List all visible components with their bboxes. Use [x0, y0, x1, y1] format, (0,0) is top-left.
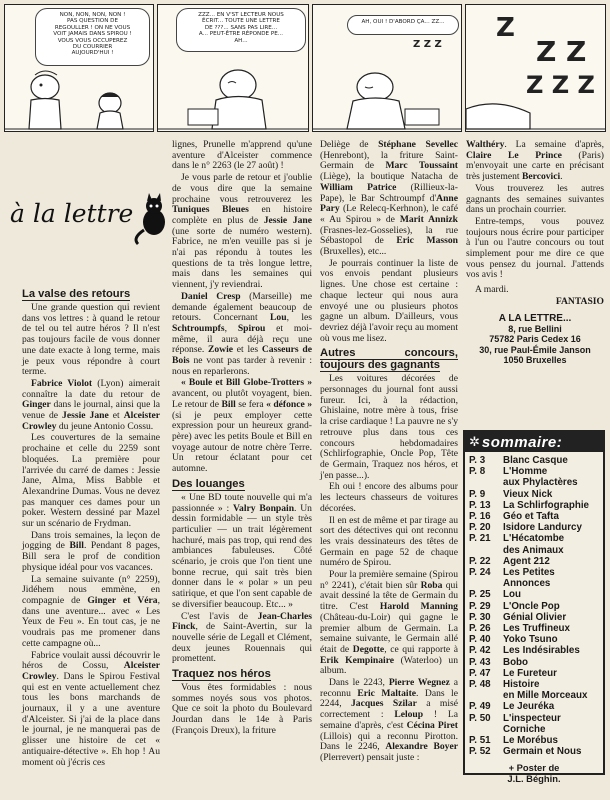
hero-name: Tuniques Bleues [172, 204, 249, 216]
snore-z: Z Z Z [413, 39, 442, 50]
text-run: et [108, 410, 124, 422]
comic-strip [4, 4, 606, 134]
toc-item [469, 746, 599, 757]
hero-name: Bill [69, 540, 84, 552]
hero-name: Jessie Jane [62, 410, 109, 422]
bubble-line: REGOULLER ! ON NE VOUS [54, 24, 131, 31]
toc-item [469, 690, 599, 701]
bubble-line: ÉCRIT... TOUTE UNE LETTRE [202, 18, 280, 25]
table-of-contents [463, 430, 605, 785]
toc-item-title: Bobo [503, 656, 529, 668]
text-run: Dans le 2243, [329, 677, 389, 689]
toc-item-title: Géo et Tafta [503, 511, 559, 523]
toc-page-number: P. 8 [469, 466, 486, 478]
toc-page-number: P. 3 [469, 455, 486, 466]
heading-text: Traquez nos héros [172, 668, 271, 681]
comic-drawing-3 [313, 5, 462, 132]
comic-drawing-2 [158, 5, 309, 132]
paragraph: Vous êtes formidables : nous sommes noyés sous vos photos. Que ce soit la photo du Boulevard Jourdan dans le 14e à Paris (François Dreux), la friture [172, 682, 312, 736]
text-run: , ce qui rapporte à [384, 643, 458, 655]
toc-page-number: P. 40 [469, 634, 491, 646]
text-run: . Dans le 2244, [320, 687, 458, 710]
hero-name: Spirou [237, 322, 266, 334]
cat-icon [136, 193, 165, 244]
paragraph [466, 140, 604, 183]
paragraph [320, 140, 458, 258]
toc-item [469, 578, 599, 589]
rubrique-header [6, 188, 176, 248]
bubble-line: AH... [234, 37, 248, 44]
artist-name: Walthéry [466, 139, 505, 150]
paragraph [320, 678, 458, 764]
toc-item [469, 601, 599, 612]
toc-item-title: Blanc Casque [503, 455, 568, 466]
text-run: . [560, 171, 563, 183]
toc-page-number: P. 51 [469, 735, 491, 747]
text-run: du jeune Antonio Cossu. [56, 420, 154, 432]
toc-page-number: P. 16 [469, 511, 491, 523]
text-run: « Une BD toute nouvelle qui m'a passionnée » : [172, 491, 312, 514]
toc-item [469, 612, 599, 623]
toc-item [469, 533, 599, 544]
toc-item [469, 500, 599, 511]
section-heading [172, 668, 312, 680]
toc-item-title: Germain et Nous [503, 746, 582, 758]
paragraph: Entre-temps, vous pouvez toujours nous écrire pour participer à l'un ou l'autre concours ou tout simplement pour me dire ce que vous pensez du journal. J'attends vos avis ! [466, 215, 604, 281]
text-run: (Paris) m'envoyait une carte en précisant très justement [466, 149, 604, 183]
comic-panel-3 [312, 4, 462, 132]
toc-item-title: en Mille Morceaux [503, 690, 588, 702]
bubble-line: VOUS VOUS OCCUPEREZ [57, 37, 128, 44]
article-column-3 [320, 140, 458, 765]
toc-page-number: P. 42 [469, 645, 491, 657]
toc-footer [465, 763, 603, 784]
reader-name: Jacques Szilar [350, 698, 417, 710]
reader-name: William Patrice [320, 181, 397, 193]
text-run: . Un dessin formidable — un style très particulier — un trait légèrement hachuré, mais pas trop, qui rend des ambiances fabuleuses. Côté scénario, je crois que l'on tient une bonne recrue, qui sait très bien donner dans le « polar » un peu satirique, et que l'on sent capable de se diversifier beaucoup. Etc... » [172, 502, 312, 610]
paragraph [22, 531, 160, 574]
reader-name: Alexandre Boyer [385, 741, 458, 753]
artist-name: Eric Maltaite [357, 687, 417, 699]
toc-item [469, 522, 599, 533]
toc-item-title: Histoire [503, 679, 540, 691]
toc-footer-line: J.L. Béghin. [507, 773, 561, 785]
toc-page-number: P. 20 [469, 522, 491, 534]
toc-page-number: P. 22 [469, 555, 491, 567]
paragraph [172, 493, 312, 611]
reader-name: Cécina Piret [406, 719, 458, 731]
rubrique-title: à la lettre [10, 199, 134, 228]
toc-item [469, 466, 599, 477]
text-run: , dans une aventure... avec « Les Yeux de Feu ». En tout cas, je ne voudrais pas me promener dans cette campagne où... [22, 594, 160, 649]
paragraph [172, 378, 312, 474]
toc-page-number: P. 52 [469, 746, 491, 758]
address-line: 8, rue Bellini [508, 323, 562, 334]
toc-page-number: P. 29 [469, 600, 491, 612]
hero-name: Alceister Crowley [22, 660, 160, 682]
paragraph: Il en est de même et par tirage au sort des détectives qui ont reconnu les vrais dessinateurs des têtes de Germain en page 52 de chaque numéro de Spirou. [320, 514, 458, 569]
paragraph: Les voitures décorées de personnages du journal font aussi fureur. Ici, à la rédaction, Ghislaine, notre mère à tous, frise la crise cardiaque ! La pauvre ne s'y retrouve plus dans tous ces concours hebdomadaires (Schlirfographie, Oncle Pop, Tête de Germain, Traquez nos héros, et j'en passe...). [320, 373, 458, 481]
hero-name: Schtroumpfs [172, 322, 225, 334]
rubrique-logo [6, 188, 176, 248]
signature [466, 297, 604, 308]
toc-page-number [469, 545, 503, 556]
toc-list [465, 452, 603, 757]
reader-name: Fabrice Violot [31, 377, 93, 389]
text-run: (si je peux employer cette expression pour un heureux grand-père) avec les petits Boule et Bill en voyage autour de notre chère Terre. Un retour éclatant pour cet automne. [172, 409, 312, 475]
toc-item-title: Les Truffineux [503, 623, 570, 635]
text-run: , de Saint-Avertin, sur la nouvelle série de Legall et Clément, deux jeunes Rouennais qui promettent. [172, 621, 312, 665]
toc-item [469, 455, 599, 466]
hero-name: « Boule et Bill Globe-Trotters » [181, 377, 312, 389]
text-run: (Rillieux-la-Pape), le Bar Schtroumpf d' [320, 181, 458, 204]
reader-name: Harold Manning [379, 601, 458, 613]
text-run: (Lillois) qui a reconnu Pirotton. Dans le 2246, [320, 730, 458, 753]
star-icon: ✲ [469, 434, 480, 449]
text-run: (Waterloo) un album. [320, 654, 458, 677]
hero-name: Bill [221, 398, 236, 410]
reader-name: Stéphane Sevellec [378, 139, 458, 150]
address-line: 1050 Bruxelles [503, 355, 567, 366]
paragraph: Vous trouverez les autres gagnants des semaines suivantes dans un prochain courrier. [466, 182, 604, 216]
toc-item [469, 724, 599, 735]
bubble-line: PAS QUESTION DE [66, 18, 119, 25]
bubble-line: AUJOURD'HUI ! [71, 50, 114, 57]
text-run: (Plerrevert) pensait juste : [320, 751, 420, 763]
text-run: (Marseille) me demande également beaucoup de retours. Concernant [172, 290, 312, 324]
reader-name: Marit Annizk [399, 213, 458, 225]
toc-page-number [469, 578, 503, 589]
text-run: (Château-du-Loir) qui gagne le premier album de Germain. La semaine suivante, le Germain allé était de [320, 611, 458, 655]
toc-title: sommaire: [481, 433, 563, 451]
signoff: A mardi. [475, 284, 509, 296]
artist-name: Bercovici [521, 171, 561, 183]
bubble-line: AH, OUI ! D'ABORD ÇA... ZZ... [361, 19, 445, 25]
text-run: en histoire complète en plus de [172, 204, 312, 226]
paragraph [22, 379, 160, 433]
paragraph: Je pourrais continuer la liste de vos envois pendant plusieurs lignes. Une chose est certaine : chaque lecteur qui nous aura envoyé une ou plusieurs photos gagne un album. D'ailleurs, vous devriez déjà l'avoir reçu au moment où vous me lisez. [320, 257, 458, 344]
toc-page-number: P. 49 [469, 701, 491, 713]
mailing-address [466, 314, 604, 366]
text-run: (Bruxelles), etc... [320, 246, 387, 258]
comic-drawing-1 [5, 5, 154, 132]
heading-text: La valse des retours [22, 288, 131, 300]
hero-name: Ginger et Véra [87, 594, 158, 606]
toc-item [469, 567, 599, 578]
toc-item-title: L'Homme [503, 466, 548, 478]
artist-name: Degotte [352, 643, 385, 655]
text-run: . Pendant 8 pages, Bill sera le prof de condition physique idéal pour vos vacances. [22, 540, 161, 573]
toc-item [469, 701, 599, 712]
toc-item [469, 735, 599, 746]
reader-name: Jean-Charles Finck [172, 610, 312, 633]
text-run: qui avait dessiné la tête de Germain du titre. C'est [320, 579, 458, 613]
address-line: 75782 Paris Cedex 16 [489, 334, 581, 345]
toc-item [469, 679, 599, 690]
toc-item-title: Agent 212 [503, 555, 550, 567]
paragraph: Les couvertures de la semaine prochaine et celle du 2259 sont bloquées. La première pour l'arrivée du carré de dames : Jessie Jane, Alma, Miss Babble et Alexandrine Dumas. Vous ne devez pas manquer ces dames pour un poker. Western dessiné par Mazel sur un scénario de Frydman. [22, 432, 160, 530]
toc-page-number [469, 690, 503, 701]
toc-item-title: des Animaux [503, 544, 564, 556]
paragraph [320, 570, 458, 677]
paragraph [172, 292, 312, 378]
text-run: se fera [235, 398, 267, 410]
toc-page-number: P. 9 [469, 488, 486, 500]
bubble-line: A... PEUT-ÊTRE RÉPONDE PE... [198, 31, 284, 38]
toc-page-number [469, 477, 503, 488]
paragraph [172, 612, 312, 666]
text-run: a misé correctement : [320, 698, 458, 721]
toc-item-title: L'inspecteur [503, 712, 561, 724]
hero-name: Jessie Jane [263, 214, 312, 226]
toc-item-title: Le Fureteur [503, 667, 557, 679]
toc-item-title: Annonces [503, 578, 551, 590]
article-column-1 [22, 285, 160, 769]
artist-name: Leloup [394, 709, 424, 721]
reader-name: Claire Le Prince [466, 149, 562, 161]
toc-footer-line: + Poster de [508, 762, 560, 774]
hero-name: « défonce » [266, 398, 313, 410]
text-run: et les [233, 344, 262, 356]
section-heading [22, 288, 160, 300]
toc-page-number: P. 30 [469, 611, 491, 623]
text-run: (Liège), la boutique Natacha de [320, 171, 458, 183]
toc-item [469, 545, 599, 556]
text-run: dans le journal, ainsi que la venue de [22, 399, 160, 422]
toc-item-title: Les Petites [503, 567, 555, 579]
text-run: Pour la première semaine (Spirou n° 2241), c'était bien sûr [320, 569, 458, 591]
text-run: Fabrice voulait aussi découvrir le héros de Cossu, [22, 649, 160, 672]
heading-text: Des louanges [172, 477, 245, 490]
paragraph [22, 575, 160, 650]
toc-page-number: P. 21 [469, 533, 491, 545]
text-run: Deliège de [320, 139, 379, 150]
address-title: A LA LETTRE... [498, 312, 572, 324]
text-run: La semaine suivante (n° 2259), Jidéhem nous emmène, en compagnie de [22, 573, 160, 606]
text-run: C'est l'avis de [181, 610, 258, 622]
hero-name: Alceister Crowley [22, 410, 160, 432]
article-column-4 [466, 140, 604, 366]
text-run: et moi-même, il aura déjà reçu une réponse. [172, 322, 313, 356]
toc-item [469, 489, 599, 500]
text-run: (une sorte de numéro western). Fabrice, ne m'en veuille pas si je n'ai pas répondu à toutes les questions de ta très longue lettre, mais dans les semaines qui viennent, j'y reviendrai. [172, 225, 312, 291]
snore-z: Z Z [536, 35, 587, 68]
snore-z: Z Z Z [526, 71, 595, 99]
text-run: avancent, ou plutôt voyagent, bien. Le retour de [172, 388, 312, 410]
address-line: 30, rue Paul-Émile Janson [479, 344, 591, 355]
toc-item-title: Lou [503, 589, 521, 601]
article-column-2 [172, 140, 312, 738]
hero-name: Casseurs de Bois [172, 344, 312, 367]
toc-item [469, 668, 599, 679]
toc-item-title: Les Indésirables [503, 645, 580, 657]
toc-item [469, 511, 599, 522]
comic-panel-2 [157, 4, 309, 132]
snore-z: Z [496, 13, 515, 43]
text-run: (Lyon) aimerait connaître la date du retour de [22, 377, 160, 400]
bubble-line: DE ???... SANS PAS LIRE... [204, 24, 278, 31]
text-run: (Frasnes-lez-Gosselies), la rue Sébastopol de [320, 224, 458, 247]
hero-name: Valry Bonpain [233, 502, 295, 514]
toc-item-title: Génial Olivier [503, 611, 567, 623]
text-run: (Le Relecq-Kerhnon), le café « Au Spirou » de [320, 203, 458, 225]
text-run: , les [286, 312, 312, 324]
toc-page-number: P. 26 [469, 623, 491, 635]
toc-item [469, 657, 599, 668]
bubble-line: NON, NON, NON, NON ! [59, 12, 126, 18]
toc-item-title: Le Morébus [503, 735, 558, 747]
hero-name: Ginger [22, 399, 51, 411]
text-run: ne vont pas tarder à revenir : nous en reparlerons. [172, 355, 312, 377]
toc-header [465, 432, 603, 452]
toc-item-title: La Schlirfographie [503, 499, 590, 511]
toc-page-number: P. 50 [469, 712, 491, 724]
text-run: (Henrebont), la friture Saint-Germain de [320, 149, 458, 172]
reader-name: Daniel Cresp [181, 290, 241, 302]
heading-text: Autres concours, toujours des gagnants [320, 347, 458, 372]
text-run: Je vous parle de retour et j'oublie de vous dire que la semaine prochaine vous retrouverez les [172, 172, 312, 205]
text-run: a reconnu [320, 677, 458, 699]
section-heading [320, 347, 458, 371]
comic-panel-1 [4, 4, 154, 132]
toc-page-number: P. 47 [469, 667, 491, 679]
toc-item-title: L'Oncle Pop [503, 600, 560, 612]
toc-item [469, 713, 599, 724]
toc-item-title: L'Hécatombe [503, 533, 565, 545]
bubble-line: DU COURRIER [72, 44, 113, 51]
toc-item [469, 556, 599, 567]
reader-name: Pierre Wegnez [388, 677, 450, 689]
reader-name: Marc Toussaint [385, 160, 458, 172]
paragraph: Eh oui ! encore des albums pour les lecteurs chasseurs de voitures décorées. [320, 481, 458, 514]
paragraph: lignes, Prunelle m'apprend qu'une aventure d'Alceister commence dans le n° 2263 (le 27 août) ! [172, 139, 312, 172]
paragraph [22, 651, 160, 769]
toc-item-title: Le Jeuréka [503, 701, 555, 713]
hero-name: Zowie [207, 344, 234, 356]
artist-name: Roba [420, 579, 443, 591]
paragraph [172, 173, 312, 291]
reader-name: Erik Kempinaire [320, 654, 395, 666]
toc-page-number: P. 24 [469, 567, 491, 579]
bubble-line: ZZZ... EN V'ST LECTEUR NOUS [198, 12, 284, 18]
toc-item [469, 645, 599, 656]
toc-item-title: Corniche [503, 723, 546, 735]
toc-item [469, 589, 599, 600]
toc-page-number: P. 13 [469, 499, 491, 511]
text-run: , [224, 322, 238, 334]
toc-item-title: aux Phylactères [503, 477, 578, 489]
toc-item-title: Yoko Tsuno [503, 634, 558, 646]
toc-item-title: Vieux Nick [503, 488, 553, 500]
toc-page-number: P. 43 [469, 656, 491, 668]
bubble-line: VOIT JAMAIS DANS SPIROU ! [53, 31, 132, 38]
paragraph: Une grande question qui revient dans vos lettres : à quand le retour de tel ou tel autre héros ? Il n'est pas toujours facile de vous donner une date exacte à long terme, mais je peux vous répondre à court terme. [22, 302, 160, 378]
toc-page-number: P. 25 [469, 589, 491, 601]
text-run: . Dans le Spirou Festival qui est en vente actuellement chez tous les bons marchands de journaux, il y a une aventure d'Alceister. Si j'ai de la place dans le journal, je ne manquerai pas de glisser une histoire de cet « antiquaire-détective ». Eh hop ! Au moment où j'écris ces [22, 670, 160, 768]
reader-name: Anne Pary [320, 192, 458, 215]
toc-page-number [469, 724, 503, 735]
toc-item-title: Isidore Landurcy [503, 522, 582, 534]
hero-name: Lou [270, 312, 287, 324]
toc-item [469, 623, 599, 634]
section-heading [172, 478, 312, 490]
comic-drawing-4 [466, 5, 606, 132]
text-run: Dans trois semaines, la leçon de jogging de [22, 529, 160, 552]
signature-text: FANTASIO [555, 295, 604, 307]
toc-item [469, 477, 599, 488]
toc-item [469, 634, 599, 645]
comic-panel-4 [465, 4, 606, 132]
text-run: . La semaine d'après, [504, 139, 604, 150]
toc-page-number: P. 48 [469, 679, 491, 691]
text-run: ! La semaine d'après, c'est [320, 709, 458, 731]
reader-name: Eric Masson [396, 235, 458, 247]
